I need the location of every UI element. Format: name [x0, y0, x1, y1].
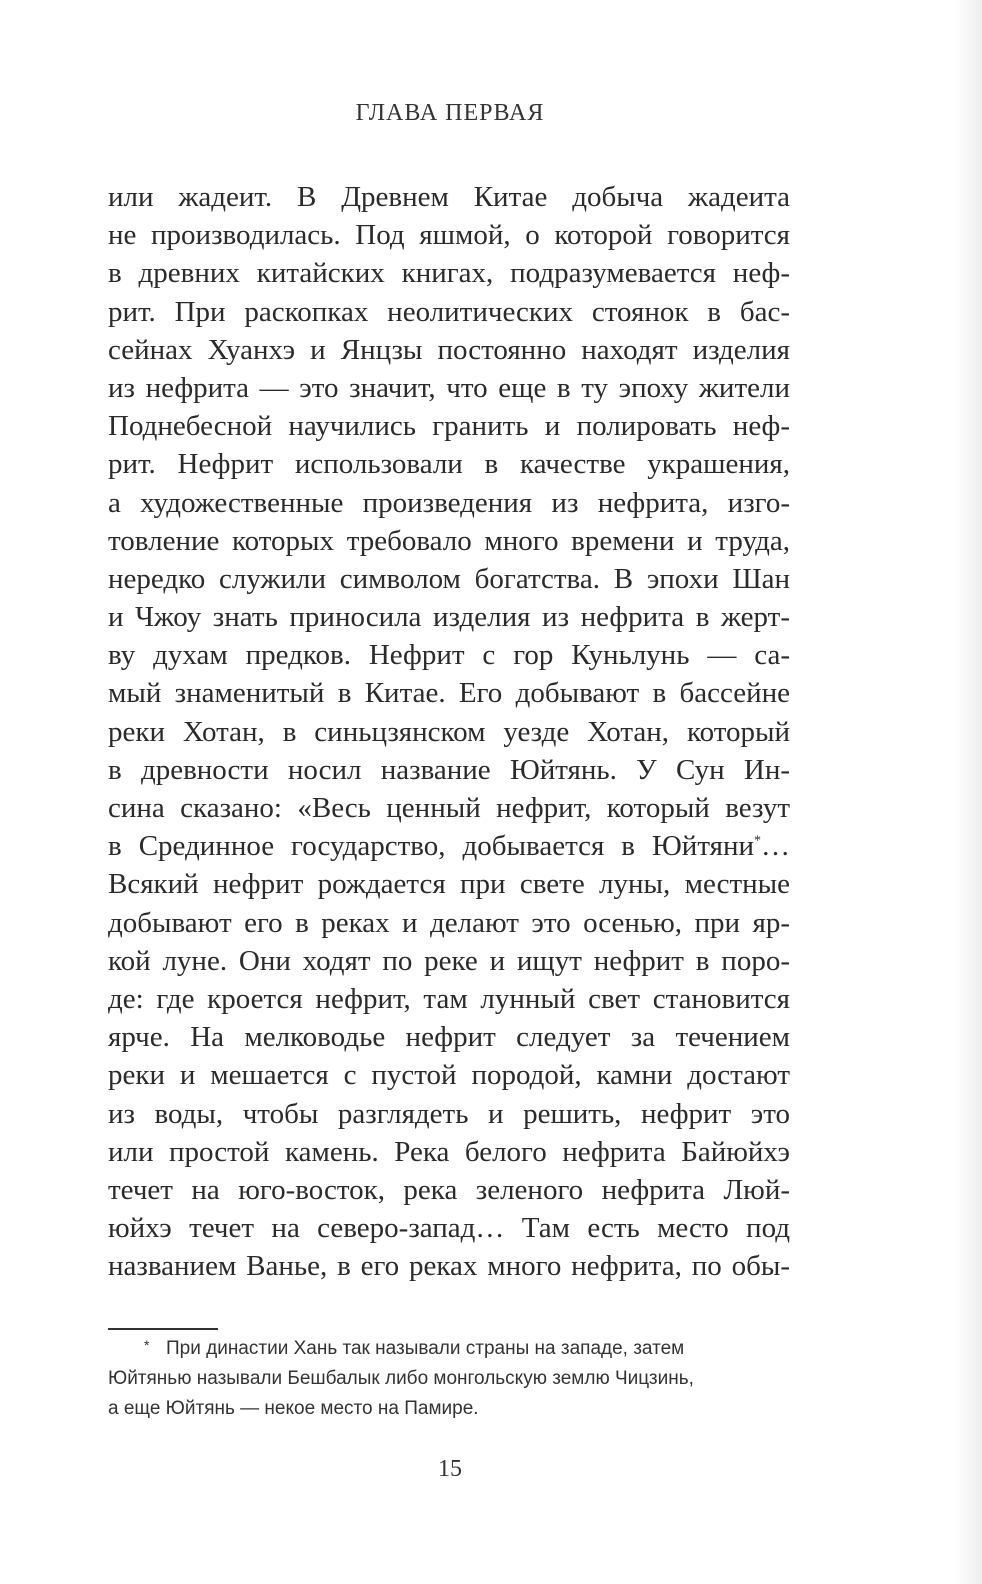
text-line: или простой камень. Река белого нефрита Байюйхэ — [108, 1135, 790, 1168]
text-line: мый знаменитый в Китае. Его добывают в бассейне — [108, 677, 790, 710]
text-line: течет на юго-восток, река зеленого нефрита Люй- — [108, 1173, 790, 1206]
footnote-line-text: При династии Хань так называли страны на западе, затем — [166, 1338, 685, 1359]
text-line: де: где кроется нефрит, там лунный свет становится — [108, 982, 790, 1015]
footnote-line: а еще Юйтянь — некое место на Памире. — [108, 1398, 479, 1419]
footnote — [108, 1334, 790, 1424]
text-line: в древних китайских книгах, подразумевается неф- — [108, 257, 790, 290]
main-text — [108, 178, 790, 1285]
text-line: реки Хотан, в синьцзянском уезде Хотан, который — [108, 715, 790, 748]
text-line: названием Ванье, в его реках много нефрита, по обы- — [108, 1250, 790, 1283]
text-line: товление которых требовало много времени и труда, — [108, 524, 790, 557]
footnote-line — [108, 1334, 790, 1364]
text-line: реки и мешается с пустой породой, камни достают — [108, 1059, 790, 1092]
text-line: юйхэ течет на северо-запад… Там есть место под — [108, 1212, 790, 1245]
text-line: сейнах Хуанхэ и Янцзы постоянно находят изделия — [108, 333, 790, 366]
text-line: Поднебесной научились гранить и полировать неф- — [108, 410, 790, 443]
footnote-line: Юйтянью называли Бешбалык либо монгольскую землю Чицзинь, — [108, 1368, 694, 1389]
text-line: Всякий нефрит рождается при свете луны, местные — [108, 868, 790, 901]
text-line: из нефрита — это значит, что еще в ту эпоху жители — [108, 371, 790, 404]
text-line: ву духам предков. Нефрит с гор Куньлунь — са- — [108, 639, 790, 672]
footnote-divider — [108, 1328, 218, 1330]
text-line: нередко служили символом богатства. В эпохи Шан — [108, 562, 790, 595]
text-line: ярче. На мелководье нефрит следует за течением — [108, 1021, 790, 1054]
text-line-with-footnote-ref — [108, 827, 790, 865]
text-line: или жадеит. В Древнем Китае добыча жадеита — [108, 181, 790, 213]
text-line: сина сказано: «Весь ценный нефрит, который везут — [108, 792, 790, 824]
text-line: добывают его в реках и делают это осенью, при яр- — [108, 906, 790, 939]
footnote-marker: * — [144, 1337, 150, 1353]
page-gutter-shadow — [954, 0, 982, 1584]
text-line: из воды, чтобы разглядеть и решить, нефрит это — [108, 1097, 790, 1130]
text-line: кой луне. Они ходят по реке и ищут нефрит в поро- — [108, 944, 790, 977]
text-line: в древности носил название Юйтянь. У Сун Ин- — [108, 753, 790, 786]
ellipsis: … — [761, 830, 790, 863]
page-number: 15 — [438, 1456, 462, 1482]
text-line: а художественные произведения из нефрита, изго- — [108, 486, 790, 519]
text-line: не производилась. Под яшмой, о которой говорится — [108, 219, 790, 252]
footnote-reference-marker[interactable]: * — [754, 833, 761, 849]
text-line-segment: в Срединное государство, добывается в Юйтяни — [108, 830, 754, 863]
text-line: рит. Нефрит использовали в качестве украшения, — [108, 448, 790, 481]
text-line: рит. При раскопках неолитических стоянок в бас- — [108, 295, 790, 328]
text-line: и Чжоу знать приносила изделия из нефрита в жерт- — [108, 601, 790, 634]
running-head: ГЛАВА ПЕРВАЯ — [355, 100, 545, 126]
